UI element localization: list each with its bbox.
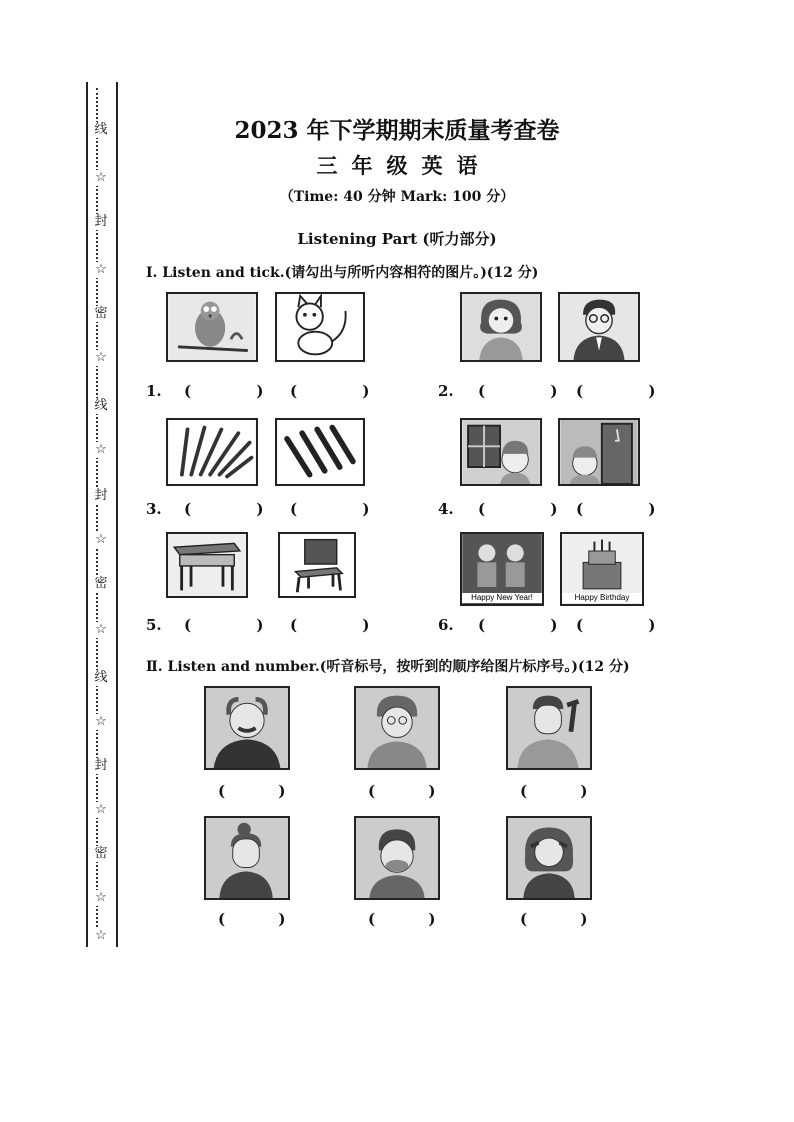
answer-blank[interactable]: ( ): [478, 382, 588, 400]
answer-blank[interactable]: ( ): [290, 616, 400, 634]
answer-blank[interactable]: ( ): [576, 382, 686, 400]
new-year-caption: Happy New Year!: [462, 593, 542, 603]
exam-title: 2023 年下学期期末质量考查卷: [234, 117, 560, 144]
binding-mark: ☆: [88, 262, 114, 278]
binding-mark: ☆: [88, 532, 114, 548]
cat-picture: [275, 292, 365, 362]
desk-picture: [166, 532, 248, 598]
answer-blank[interactable]: ( ): [368, 782, 460, 800]
birthday-caption: Happy Birthday: [562, 593, 642, 603]
binding-mark: 密: [88, 576, 114, 592]
answer-blank[interactable]: ( ): [184, 500, 294, 518]
father-picture: [506, 686, 592, 770]
question-number: 1.: [146, 382, 162, 400]
binding-mark: 线: [88, 670, 114, 686]
binding-margin: [86, 82, 120, 947]
new-year-card-picture: [460, 532, 544, 606]
time-mark: （Time: 40 分钟 Mark: 100 分）: [279, 189, 515, 205]
answer-blank[interactable]: ( ): [520, 910, 612, 928]
answer-blank[interactable]: ( ): [290, 382, 400, 400]
answer-blank[interactable]: ( ): [290, 500, 400, 518]
question-number: 3.: [146, 500, 162, 518]
grandpa-picture: [204, 686, 290, 770]
answer-blank[interactable]: ( ): [184, 382, 294, 400]
binding-mark: 封: [88, 214, 114, 230]
teacher-picture: [558, 292, 640, 362]
binding-mark: ☆: [88, 170, 114, 186]
answer-blank[interactable]: ( ): [520, 782, 612, 800]
binding-mark: ☆: [88, 622, 114, 638]
grandma-picture: [354, 686, 440, 770]
sister-picture: [506, 816, 592, 900]
chair-picture: [278, 532, 356, 598]
section-2-heading: Ⅱ. Listen and number.(听音标号，按听到的顺序给图片标序号。)(12 分): [146, 659, 630, 675]
binding-mark: 线: [88, 398, 114, 414]
pencils-picture: [166, 418, 258, 486]
door-picture: [558, 418, 640, 486]
binding-mark: ☆: [88, 928, 114, 944]
binding-mark: 密: [88, 306, 114, 322]
birthday-card-picture: [560, 532, 644, 606]
question-number: 4.: [438, 500, 454, 518]
binding-mark: 密: [88, 846, 114, 862]
binding-mark: ☆: [88, 714, 114, 730]
question-number: 6.: [438, 616, 454, 634]
answer-blank[interactable]: ( ): [184, 616, 294, 634]
binding-mark: 线: [88, 122, 114, 138]
answer-blank[interactable]: ( ): [218, 782, 310, 800]
mother-picture: [204, 816, 290, 900]
answer-blank[interactable]: ( ): [478, 616, 588, 634]
answer-blank[interactable]: ( ): [368, 910, 460, 928]
part-title: Listening Part (听力部分): [297, 230, 497, 248]
question-number: 5.: [146, 616, 162, 634]
binding-mark: ☆: [88, 350, 114, 366]
binding-mark: 封: [88, 758, 114, 774]
bird-picture: [166, 292, 258, 362]
binding-mark: ☆: [88, 802, 114, 818]
answer-blank[interactable]: ( ): [478, 500, 588, 518]
binding-mark: ☆: [88, 890, 114, 906]
question-number: 2.: [438, 382, 454, 400]
pens-picture: [275, 418, 365, 486]
exam-subject: 三年级英语: [316, 153, 492, 178]
binding-mark: ☆: [88, 442, 114, 458]
binding-mark: 封: [88, 488, 114, 504]
woman-picture: [460, 292, 542, 362]
window-picture: [460, 418, 542, 486]
brother-picture: [354, 816, 440, 900]
answer-blank[interactable]: ( ): [576, 500, 686, 518]
section-1-heading: Ⅰ. Listen and tick.(请勾出与所听内容相符的图片。)(12 分): [146, 265, 539, 281]
answer-blank[interactable]: ( ): [218, 910, 310, 928]
binding-line-right: [116, 82, 118, 947]
answer-blank[interactable]: ( ): [576, 616, 686, 634]
